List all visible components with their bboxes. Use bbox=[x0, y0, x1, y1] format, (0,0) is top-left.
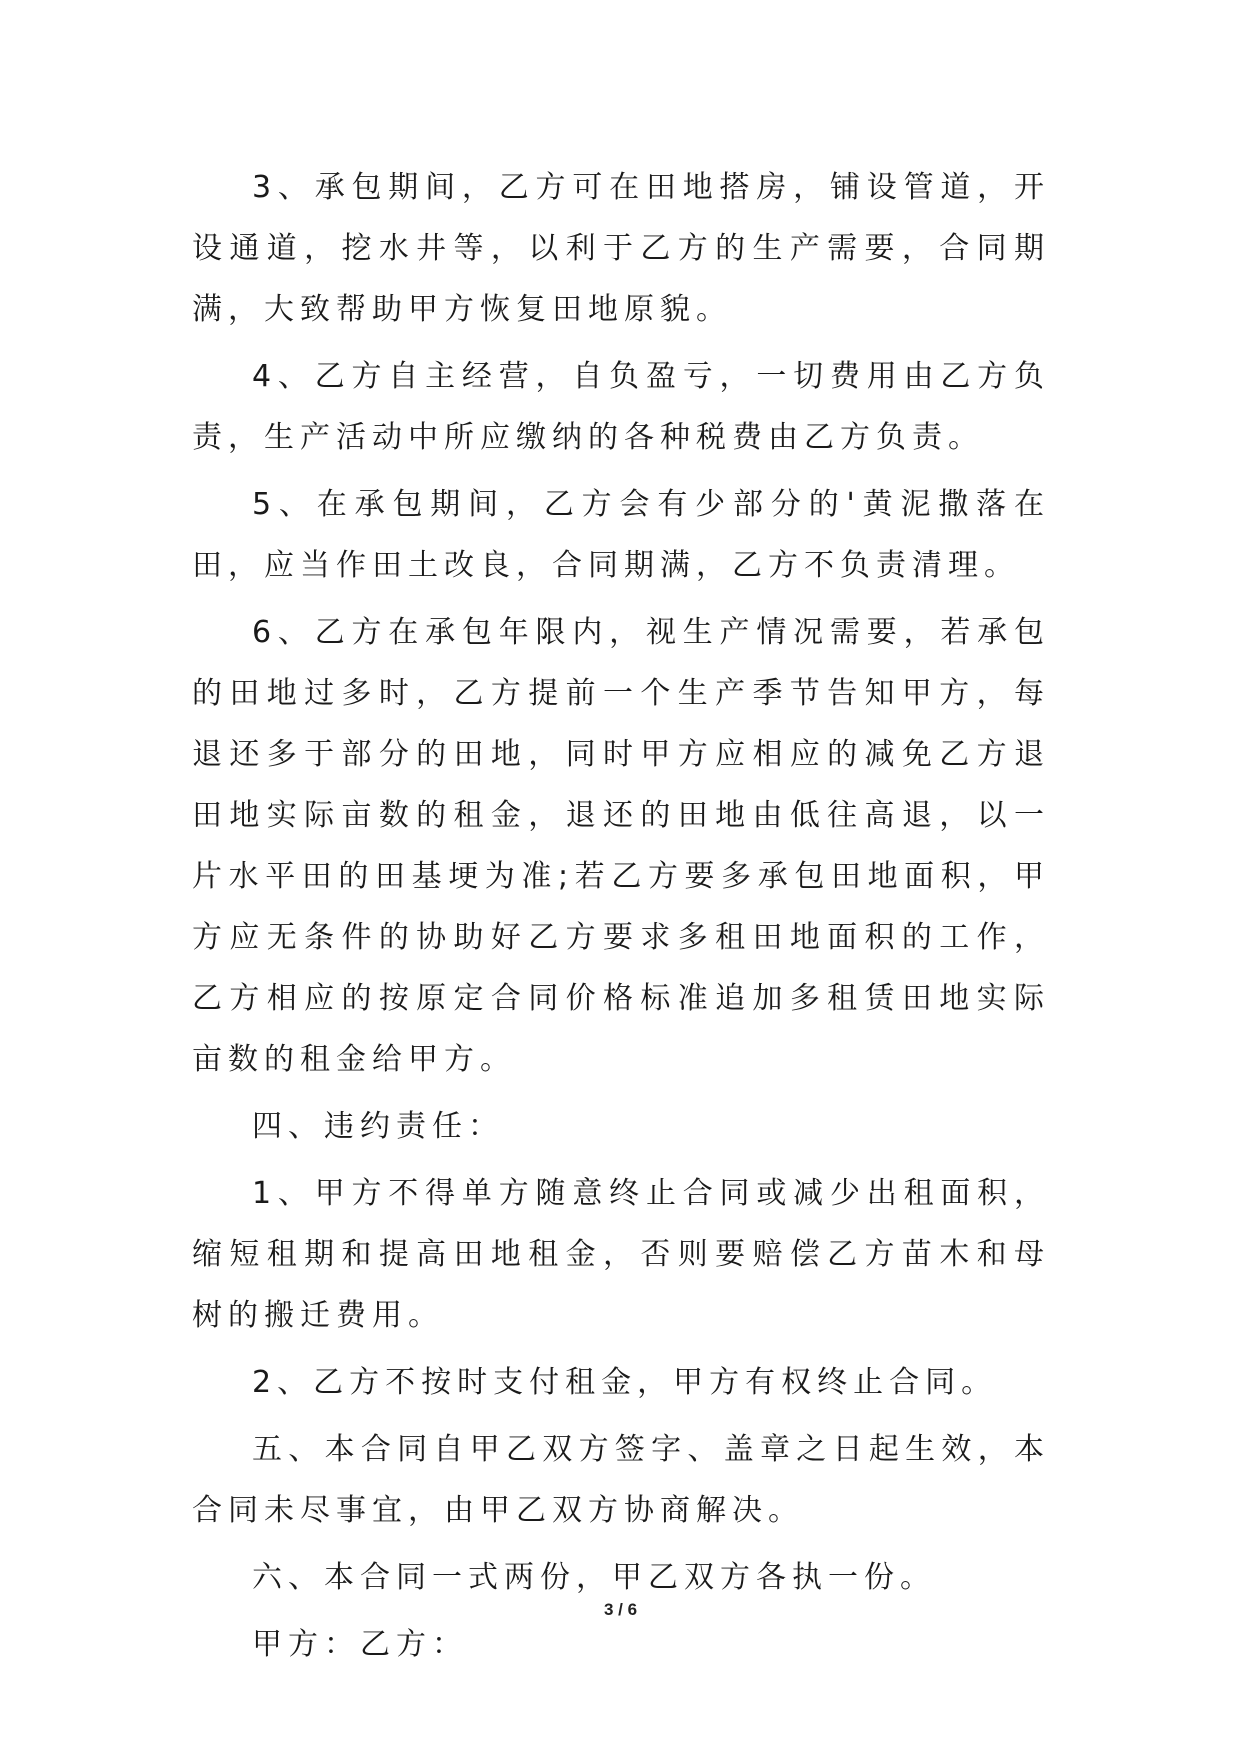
paragraph-section-6: 六、本合同一式两份，甲乙双方各执一份。 bbox=[252, 1560, 936, 1595]
document-body bbox=[192, 157, 1050, 1681]
paragraph-clause-4: 4、乙方自主经营，自负盈亏，一切费用由乙方负责，生产活动中所应缴纳的各种税费由乙方负责。 bbox=[192, 359, 1050, 455]
paragraph-clause-6: 6、乙方在承包年限内，视生产情况需要，若承包的田地过多时，乙方提前一个生产季节告知甲方，每退还多于部分的田地，同时甲方应相应的减免乙方退田地实际亩数的租金，退还的田地由低往高退，以一片水平田的田基埂为准;若乙方要多承包田地面积，甲方应无条件的协助好乙方要求多租田地面积的工作，乙方相应的按原定合同价格标准追加多租赁田地实际亩数的租金给甲方。 bbox=[192, 615, 1050, 1077]
paragraph-section-5: 五、本合同自甲乙双方签字、盖章之日起生效，本合同未尽事宜，由甲乙双方协商解决。 bbox=[192, 1432, 1050, 1528]
paragraph-breach-2: 2、乙方不按时支付租金，甲方有权终止合同。 bbox=[252, 1365, 998, 1400]
page-number: 3 / 6 bbox=[603, 1600, 638, 1619]
paragraph-breach-1: 1、甲方不得单方随意终止合同或减少出租面积，缩短租期和提高田地租金，否则要赔偿乙方苗木和母树的搬迁费用。 bbox=[192, 1176, 1050, 1333]
paragraph-clause-3: 3、承包期间，乙方可在田地搭房，铺设管道，开设通道，挖水井等，以利于乙方的生产需要，合同期满，大致帮助甲方恢复田地原貌。 bbox=[192, 170, 1050, 327]
paragraph-clause-5: 5、在承包期间，乙方会有少部分的'黄泥撒落在田，应当作田土改良，合同期满，乙方不负责清理。 bbox=[192, 487, 1050, 583]
section-heading-breach: 四、违约责任： bbox=[252, 1109, 504, 1144]
signature-line: 甲方：乙方： bbox=[252, 1627, 468, 1662]
